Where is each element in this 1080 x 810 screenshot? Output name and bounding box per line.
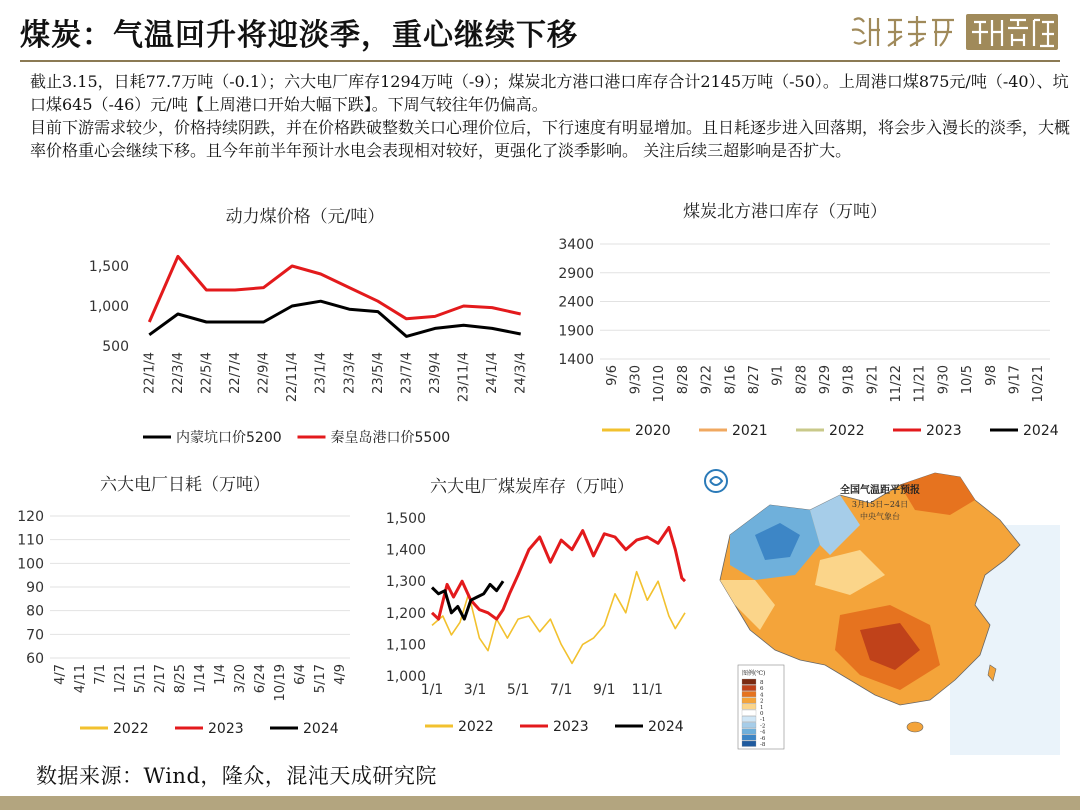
summary-paragraph-1: 截止3.15，日耗77.7万吨（-0.1）；六大电厂库存1294万吨（-9）；煤炭北方港口港口库存合计2145万吨（-50）。上周港口煤875元/吨（-40）、坑口煤645（-46）元/吨【上周港口开始大幅下跌】。下周气较往年仍偏高。 — [30, 72, 1069, 114]
x-tick-label: 9/22 — [699, 365, 715, 395]
y-tick-label: 100 — [17, 556, 44, 573]
header — [0, 0, 1080, 62]
x-tick-label: 1/21 — [113, 664, 128, 694]
x-tick-label: 3/20 — [233, 664, 248, 694]
y-tick-label: 1900 — [558, 323, 594, 340]
series-line-2022 — [432, 572, 685, 664]
chart-title: 动力煤价格（元/吨） — [225, 207, 385, 227]
map-legend-label: 1 — [760, 704, 764, 711]
map-legend-label: 4 — [760, 692, 764, 699]
x-tick-label: 8/16 — [723, 365, 739, 395]
map-legend-label: -2 — [760, 723, 766, 730]
y-tick-label: 70 — [26, 627, 44, 644]
chart-power-plant-coal-inventory — [370, 468, 695, 743]
map-legend-label: -8 — [760, 742, 766, 748]
x-tick-label: 6/4 — [293, 664, 308, 685]
y-tick-label: 1,300 — [385, 574, 426, 591]
y-tick-label: 1,200 — [385, 605, 426, 622]
y-tick-label: 1,000 — [385, 669, 426, 685]
x-tick-label: 9/30 — [628, 365, 644, 395]
x-tick-label: 4/7 — [53, 664, 68, 685]
y-tick-label: 80 — [26, 603, 44, 620]
y-tick-label: 1,100 — [385, 637, 426, 654]
y-tick-label: 1400 — [558, 352, 594, 368]
map-legend-swatch — [742, 716, 756, 722]
x-tick-label: 9/1 — [592, 682, 616, 698]
y-tick-label: 1,500 — [385, 511, 426, 527]
x-tick-label: 23/11/4 — [456, 352, 472, 403]
map-title: 全国气温距平预报 — [840, 485, 920, 496]
x-tick-label: 23/7/4 — [399, 352, 415, 394]
chart-title: 六大电厂日耗（万吨） — [100, 475, 270, 495]
x-tick-label: 11/1 — [631, 682, 664, 698]
x-tick-label: 5/11 — [133, 664, 148, 694]
x-tick-label: 8/28 — [675, 365, 691, 395]
x-tick-label: 22/3/4 — [170, 352, 186, 394]
series-line-秦皇岛港口价5500 — [149, 256, 520, 322]
legend-label: 2020 — [635, 423, 671, 439]
summary-text — [30, 70, 1070, 162]
x-tick-label: 22/7/4 — [228, 352, 243, 394]
map-legend-label: -1 — [760, 717, 766, 724]
map-legend-swatch — [742, 741, 756, 747]
x-tick-label: 23/1/4 — [313, 352, 329, 394]
map-legend-swatch — [742, 691, 756, 697]
map-legend-label: 6 — [760, 686, 764, 693]
x-tick-label: 11/22 — [889, 365, 905, 403]
chart-north-port-inventory — [540, 195, 1060, 445]
y-tick-label: 2900 — [558, 265, 594, 282]
x-tick-label: 10/5 — [960, 365, 976, 395]
map-legend-label: 8 — [760, 680, 764, 686]
y-tick-label: 120 — [17, 509, 44, 525]
chart-title: 煤炭北方港口库存（万吨） — [683, 202, 887, 222]
map-legend-label: -6 — [760, 735, 766, 742]
y-tick-label: 1,500 — [88, 259, 129, 275]
brand-logo — [848, 10, 1063, 54]
temperature-anomaly-map — [700, 465, 1060, 755]
map-legend-swatch — [742, 729, 756, 735]
y-tick-label: 90 — [26, 580, 44, 596]
map-legend-swatch — [742, 685, 756, 691]
legend-label: 2022 — [113, 721, 149, 737]
x-tick-label: 9/21 — [865, 365, 881, 395]
map-legend-label: -4 — [760, 729, 766, 736]
x-tick-label: 9/18 — [841, 365, 857, 395]
map-legend-title: 图例(℃) — [742, 670, 766, 677]
x-tick-label: 4/9 — [333, 664, 348, 685]
x-tick-label: 9/1 — [770, 365, 786, 386]
summary-paragraph-2: 目前下游需求较少，价格持续阴跌，并在价格跌破整数关口心理价位后，下行速度有明显增加。且日耗逐步进入回落期，将会步入漫长的淡季，大概率价格重心会继续下移。且今年前半年预计水电会表现相对较好，更强化了淡季影响。 关注后续三超影响是否扩大。 — [30, 118, 1071, 160]
legend-label: 2023 — [208, 721, 244, 737]
data-source: 数据来源：Wind，隆众，混沌天成研究院 — [36, 764, 437, 788]
y-tick-label: 1,000 — [88, 299, 129, 315]
footer-bar — [0, 796, 1080, 810]
legend-label: 2024 — [303, 721, 339, 737]
x-tick-label: 6/24 — [253, 664, 268, 694]
legend-label: 2022 — [829, 423, 865, 439]
x-tick-label: 23/5/4 — [370, 352, 386, 394]
x-tick-label: 8/27 — [746, 365, 762, 395]
x-tick-label: 1/4 — [213, 664, 228, 685]
x-tick-label: 1/14 — [193, 664, 208, 694]
x-tick-label: 5/1 — [506, 682, 530, 698]
x-tick-label: 2/17 — [153, 664, 168, 694]
x-tick-label: 9/6 — [604, 365, 620, 386]
x-tick-label: 11/21 — [912, 365, 928, 403]
x-tick-label: 9/30 — [936, 365, 952, 395]
x-tick-label: 23/3/4 — [342, 352, 358, 394]
x-tick-label: 22/9/4 — [256, 352, 272, 394]
legend-label: 2024 — [1023, 423, 1059, 439]
legend-label: 2023 — [926, 423, 962, 439]
map-subtitle: 3月15日~24日 — [851, 500, 909, 509]
legend-label: 2021 — [732, 423, 768, 439]
legend-label: 2023 — [553, 719, 589, 735]
x-tick-label: 22/5/4 — [199, 352, 215, 394]
y-tick-label: 500 — [102, 339, 129, 355]
map-legend-swatch — [742, 679, 756, 685]
x-tick-label: 22/1/4 — [142, 352, 158, 394]
x-tick-label: 24/3/4 — [513, 352, 529, 394]
map-legend-label: 2 — [760, 698, 764, 705]
x-tick-label: 8/25 — [173, 664, 188, 694]
map-legend-label: 0 — [760, 711, 764, 717]
x-tick-label: 22/11/4 — [285, 352, 301, 403]
x-tick-label: 10/21 — [1031, 365, 1047, 403]
header-divider — [20, 60, 1060, 62]
map-legend-swatch — [742, 698, 756, 704]
map-legend-swatch — [742, 722, 756, 728]
y-tick-label: 2400 — [558, 294, 594, 311]
map-legend-swatch — [742, 704, 756, 710]
legend-label: 2022 — [458, 719, 494, 735]
legend-label: 秦皇岛港口价5500 — [330, 430, 451, 446]
x-tick-label: 4/11 — [73, 664, 88, 694]
x-tick-label: 23/9/4 — [428, 352, 443, 394]
x-tick-label: 9/29 — [818, 365, 833, 395]
chart-thermal-coal-price — [40, 198, 560, 453]
x-tick-label: 5/17 — [313, 664, 328, 694]
y-tick-label: 110 — [17, 532, 44, 549]
legend-label: 2024 — [648, 719, 684, 735]
map-legend-swatch — [742, 710, 756, 716]
y-tick-label: 3400 — [558, 237, 594, 253]
x-tick-label: 7/1 — [93, 664, 108, 685]
chart-power-plant-daily-consumption — [0, 468, 370, 743]
x-tick-label: 10/10 — [652, 365, 668, 403]
x-tick-label: 3/1 — [463, 682, 487, 698]
x-tick-label: 1/1 — [420, 682, 444, 698]
x-tick-label: 8/28 — [794, 365, 810, 395]
x-tick-label: 7/1 — [549, 682, 573, 698]
y-tick-label: 1,400 — [385, 542, 426, 559]
y-tick-label: 60 — [26, 651, 44, 667]
legend-label: 内蒙坑口价5200 — [176, 430, 282, 446]
x-tick-label: 9/17 — [1007, 365, 1023, 395]
page-title: 煤炭：气温回升将迎淡季，重心继续下移 — [20, 18, 578, 53]
x-tick-label: 24/1/4 — [485, 352, 501, 394]
chart-title: 六大电厂煤炭库存（万吨） — [430, 477, 634, 497]
x-tick-label: 10/19 — [273, 664, 288, 702]
x-tick-label: 9/8 — [983, 365, 999, 386]
map-org: 中央气象台 — [860, 512, 900, 521]
map-legend-swatch — [742, 735, 756, 741]
